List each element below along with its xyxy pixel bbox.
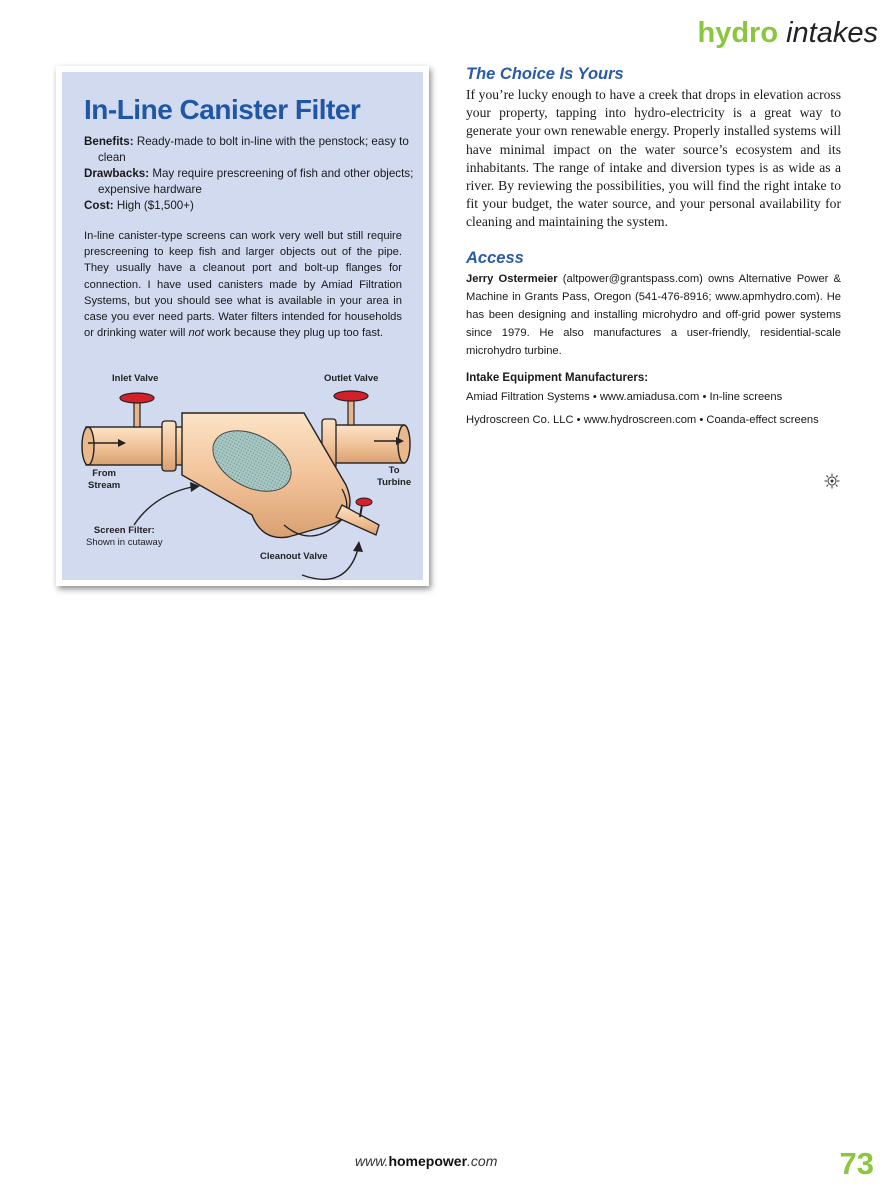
benefits-label: Benefits: (84, 135, 134, 148)
section-title (697, 16, 878, 50)
inlet-flange (162, 421, 176, 471)
inlet-valve-stem (134, 401, 140, 427)
access-text: (altpower@grantspass.com) owns Alternative Power & Machine in Grants Pass, Oregon (541-476-8916; www.apmhydro.com). He has been designing and installing microhydro and off-grid power systems since 1979. He also manufactures a user-friendly, residential-scale microhydro turbine. (466, 272, 842, 357)
cleanout-valve-label: Cleanout Valve (260, 551, 328, 562)
benefits-text: Ready-made to bolt in-line with the penstock; easy to clean (98, 135, 409, 164)
sidebar-body-emphasis: not (188, 327, 205, 340)
article-end-icon (824, 473, 840, 489)
footer-url-suffix: .com (467, 1153, 498, 1169)
from-stream-line1: From (92, 468, 116, 479)
to-turbine-label (377, 465, 411, 489)
benefits-line (84, 134, 414, 166)
outlet-valve-label: Outlet Valve (324, 373, 379, 384)
manufacturer-hydroscreen: Hydroscreen Co. LLC • www.hydroscreen.com • Coanda-effect screens (466, 413, 819, 426)
cleanout-nozzle (336, 505, 379, 535)
from-stream-line2: Stream (88, 480, 121, 491)
section-word-intakes: intakes (786, 17, 878, 49)
cost-label: Cost: (84, 199, 114, 212)
sidebar-box (56, 66, 429, 586)
paragraph-choice: If you’re lucky enough to have a creek that drops in elevation across your property, tapping into hydro-electricity is a great way to generate your own renewable energy. Properly installed systems will have minimal impact on the water source’s ecosystem and its inhabitants. The range of intake and diversion types is as wide as a river. By reviewing the possibilities, you will find the right intake to fit your budget, the water source, and your personal availability for cleaning and maintaining the system. (466, 87, 841, 230)
page-number: 73 (839, 1146, 874, 1181)
screen-filter-label (86, 525, 163, 549)
sidebar-panel (62, 72, 423, 580)
footer-url-brand: homepower (388, 1153, 468, 1169)
canister-filter-diagram (74, 365, 419, 585)
sidebar-title: In-Line Canister Filter (84, 94, 361, 125)
to-turbine-line2: Turbine (377, 477, 412, 488)
cost-text: High ($1,500+) (116, 199, 194, 212)
outlet-valve-handle (334, 391, 368, 401)
article-column (466, 64, 841, 435)
cleanout-valve-handle (356, 498, 372, 506)
diagram-drawing (74, 365, 419, 585)
footer-url-prefix: www. (355, 1153, 389, 1169)
author-name: Jerry Ostermeier (466, 272, 558, 285)
drawbacks-line (84, 166, 414, 198)
sidebar-body (84, 228, 402, 341)
heading-choice: The Choice Is Yours (466, 65, 624, 83)
cost-line (84, 198, 414, 214)
outlet-pipe-opening (398, 425, 410, 463)
inlet-valve-handle (120, 393, 154, 403)
screen-pointer-arrow (134, 487, 192, 525)
sidebar-body-text-end: work because they plug up too fast. (207, 327, 384, 340)
inlet-valve-label: Inlet Valve (112, 373, 159, 384)
drawbacks-text: May require prescreening of fish and other objects; expensive hardware (98, 167, 414, 196)
sidebar-body-text: In-line canister-type screens can work very well but still require prescreening to keep fish and larger objects out of the pipe. They usually have a cleanout port and bolt-up flanges for connection. I have used canisters made by Amiad Filtration Systems, but you should see what is available in your area in case you ever need parts. Water filters intended for households or drinking water will (84, 230, 402, 340)
drawbacks-label: Drawbacks: (84, 167, 150, 180)
section-word-hydro: hydro (697, 17, 779, 49)
heading-access: Access (466, 248, 524, 267)
screen-filter-line2: Shown in cutaway (86, 537, 163, 548)
manufacturers-heading: Intake Equipment Manufacturers: (466, 371, 649, 384)
sidebar-facts (84, 134, 414, 214)
screen-filter-line1: Screen Filter: (93, 525, 155, 536)
footer-url (355, 1153, 497, 1169)
manufacturer-amiad: Amiad Filtration Systems • www.amiadusa.com • In-line screens (466, 390, 783, 403)
from-stream-label (88, 468, 120, 492)
inlet-pipe-opening (82, 427, 94, 465)
access-paragraph (466, 270, 841, 360)
to-turbine-line1: To (388, 465, 400, 476)
outlet-valve-stem (348, 399, 354, 425)
